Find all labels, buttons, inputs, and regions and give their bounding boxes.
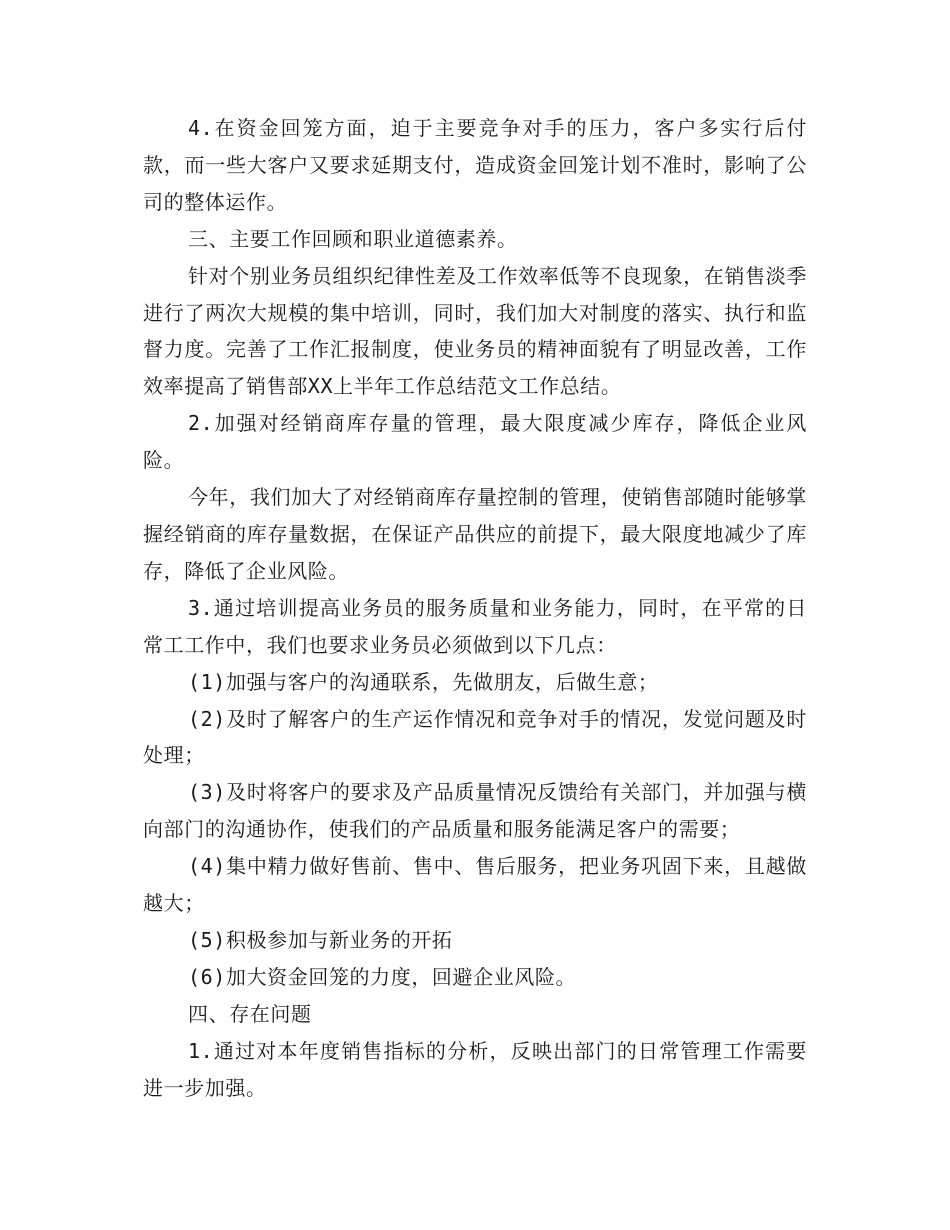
- paragraph-service-quality: 3.通过培训提高业务员的服务质量和业务能力，同时，在平常的日常工工作中，我们也要求业务员必须做到以下几点：: [143, 595, 807, 657]
- paragraph-training: 针对个别业务员组织纪律性差及工作效率低等不良现象，在销售淡季进行了两次大规模的集中培训，同时，我们加大对制度的落实、执行和监督力度。完善了工作汇报制度，使业务员的精神面貌有了明显改善，工作效率提高了销售部XX上半年工作总结范文工作总结。: [143, 263, 807, 399]
- list-item-6: (6)加大资金回笼的力度，回避企业风险。: [188, 964, 577, 989]
- section-heading-problems: 四、存在问题: [188, 1001, 312, 1026]
- list-item-5: (5)积极参加与新业务的开拓: [188, 927, 453, 952]
- section-heading-work-review: 三、主要工作回顾和职业道德素养。: [188, 226, 518, 251]
- list-item-2: (2)及时了解客户的生产运作情况和竞争对手的情况，发觉问题及时处理；: [143, 706, 807, 768]
- paragraph-management: 1.通过对本年度销售指标的分析，反映出部门的日常管理工作需要进一步加强。: [143, 1038, 807, 1100]
- list-item-3: (3)及时将客户的要求及产品质量情况反馈给有关部门，并加强与横向部门的沟通协作，使我们的产品质量和服务能满足客户的需要；: [143, 780, 807, 842]
- paragraph-collection-delay: 4.在资金回笼方面，迫于主要竞争对手的压力，客户多实行后付款，而一些大客户又要求延期支付，造成资金回笼计划不准时，影响了公司的整体运作。: [143, 116, 807, 214]
- paragraph-inventory-detail: 今年，我们加大了对经销商库存量控制的管理，使销售部随时能够掌握经销商的库存量数据，在保证产品供应的前提下，最大限度地减少了库存，降低了企业风险。: [143, 485, 807, 583]
- document-body: [143, 110, 807, 1106]
- paragraph-inventory-heading: 2.加强对经销商库存量的管理，最大限度减少库存，降低企业风险。: [143, 411, 807, 473]
- list-item-4: (4)集中精力做好售前、售中、售后服务，把业务巩固下来，且越做越大；: [143, 854, 807, 916]
- list-item-1: (1)加强与客户的沟通联系，先做朋友，后做生意；: [188, 669, 659, 694]
